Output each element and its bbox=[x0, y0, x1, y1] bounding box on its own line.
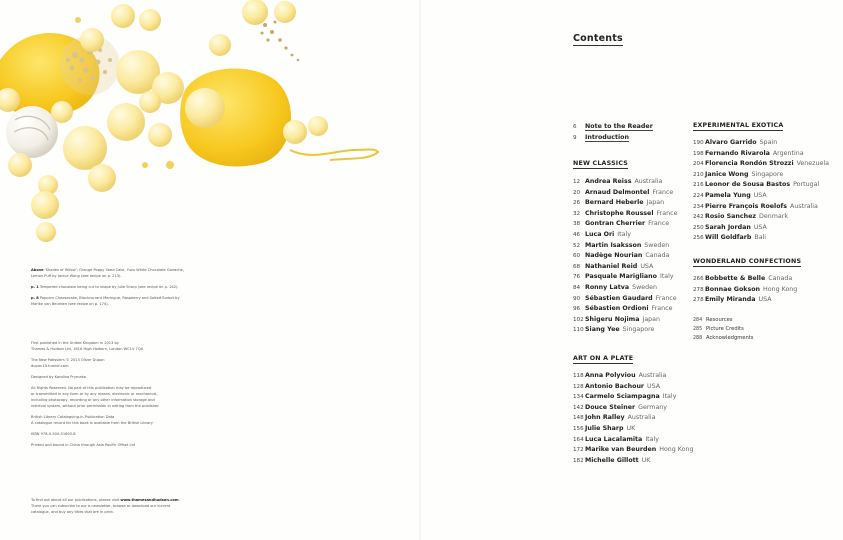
toc-page-number: 128 bbox=[573, 383, 584, 390]
toc-entry-title: Nathaniel Reid bbox=[585, 262, 638, 270]
toc-entry-title: Fernando Rivarola bbox=[705, 149, 770, 157]
toc-entry-country: Hong Kong bbox=[659, 446, 694, 454]
toc-entry-title: Carmelo Sciampagna bbox=[585, 393, 660, 401]
toc-entry-title: Arnaud Delmontel bbox=[585, 188, 650, 196]
toc-page-number: 198 bbox=[693, 150, 704, 157]
toc-entry-title: Janice Wong bbox=[705, 170, 749, 178]
toc-entry-country: Canada bbox=[768, 275, 793, 282]
dessert-photo bbox=[0, 0, 400, 250]
toc-page-number: 224 bbox=[693, 192, 704, 199]
toc-entry[interactable] bbox=[573, 456, 693, 467]
toc-page-number: 60 bbox=[573, 253, 581, 260]
toc-entry[interactable] bbox=[693, 138, 829, 149]
toc-entry-title: Pierre François Roelofs bbox=[705, 202, 788, 210]
toc-entry[interactable] bbox=[573, 413, 693, 424]
toc-entry[interactable] bbox=[693, 316, 754, 325]
toc-entry-title: Luca Ori bbox=[585, 230, 615, 238]
toc-entry-title: Anna Polyviou bbox=[585, 372, 636, 379]
toc-entry-country: UK bbox=[626, 424, 636, 432]
toc-entry[interactable] bbox=[693, 325, 754, 334]
toc-page-number: 76 bbox=[573, 274, 581, 281]
toc-entry-country: Italy bbox=[645, 435, 659, 443]
toc-entry[interactable] bbox=[693, 180, 829, 191]
toc-entry-title: Introduction bbox=[585, 133, 629, 141]
toc-entry[interactable] bbox=[573, 198, 677, 209]
colophon-line: First published in the United Kingdom in 2013 by bbox=[31, 341, 119, 345]
toc-page-number: 38 bbox=[573, 221, 581, 228]
new-classics-list bbox=[573, 177, 677, 336]
section-heading-new-classics: NEW CLASSICS bbox=[573, 160, 629, 167]
toc-page-number: 46 bbox=[573, 231, 581, 238]
toc-entry-country: USA bbox=[647, 382, 661, 390]
toc-entry-title: Pasquale Marigliano bbox=[585, 273, 657, 281]
toc-page-number: 90 bbox=[573, 295, 581, 302]
toc-entry-title: Note to the Reader bbox=[585, 123, 653, 130]
toc-entry-country: Australia bbox=[634, 178, 663, 185]
toc-page-number: 284 bbox=[693, 318, 703, 323]
toc-entry-title: Sarah Jordan bbox=[705, 223, 751, 231]
toc-entry-title: Pamela Yung bbox=[705, 191, 751, 199]
toc-entry[interactable] bbox=[693, 191, 829, 202]
toc-entry[interactable] bbox=[573, 219, 677, 230]
toc-entry-country: Spain bbox=[759, 139, 778, 146]
toc-entry-title: Picture Credits bbox=[706, 326, 744, 332]
toc-entry[interactable] bbox=[573, 188, 677, 199]
toc-entry-country: UK bbox=[641, 456, 651, 464]
toc-entry[interactable] bbox=[573, 283, 677, 294]
toc-page-number: 142 bbox=[573, 404, 584, 411]
toc-entry-title: Rosio Sanchez bbox=[705, 213, 757, 221]
colophon-line: Designed by Karolina Prymaka bbox=[31, 375, 86, 379]
toc-entry-country: Italy bbox=[662, 393, 677, 401]
toc-entry-country: France bbox=[655, 294, 677, 302]
footer-text: There you can subscribe to our e-newsletter, browse or download our current bbox=[31, 504, 171, 508]
toc-entry[interactable] bbox=[573, 382, 693, 393]
toc-entry-country: Venezuela bbox=[796, 160, 829, 168]
toc-entry-country: Italy bbox=[617, 230, 631, 238]
toc-entry[interactable] bbox=[573, 241, 677, 252]
toc-entry-country: Australia bbox=[638, 372, 667, 379]
toc-entry-title: Bobbette & Belle bbox=[705, 275, 766, 282]
toc-entry-title: Julie Sharp bbox=[585, 424, 624, 432]
toc-entry-country: Bali bbox=[754, 234, 767, 242]
toc-entry[interactable] bbox=[573, 294, 677, 305]
toc-entry-title: Luca Lacalamita bbox=[585, 435, 643, 443]
toc-entry-title: Siang Yee bbox=[585, 326, 620, 334]
colophon-line: dupon13.tumblr.com bbox=[31, 364, 69, 368]
toc-entry[interactable] bbox=[573, 325, 677, 336]
toc-page-number: 134 bbox=[573, 394, 584, 401]
toc-entry[interactable] bbox=[693, 223, 829, 234]
toc-page-number: 210 bbox=[693, 171, 704, 178]
toc-entry[interactable] bbox=[693, 334, 754, 343]
toc-entry-country: Argentina bbox=[772, 149, 804, 157]
toc-entry[interactable] bbox=[573, 445, 693, 456]
toc-entry-title: Ronny Latva bbox=[585, 283, 630, 291]
toc-page-number: 250 bbox=[693, 224, 704, 231]
toc-page-number: 182 bbox=[573, 457, 584, 464]
toc-page-number: 96 bbox=[573, 306, 581, 313]
toc-entry[interactable] bbox=[693, 274, 797, 285]
toc-entry-title: Shigeru Nojima bbox=[585, 315, 640, 323]
toc-page-number: 52 bbox=[573, 242, 581, 249]
toc-entry-country: France bbox=[648, 220, 670, 228]
toc-page-number: 278 bbox=[693, 297, 704, 304]
toc-entry-title: Bonnae Gokson bbox=[705, 285, 761, 293]
toc-entry-title: Leonor de Sousa Bastos bbox=[705, 181, 791, 189]
toc-page-number: 156 bbox=[573, 425, 584, 432]
toc-entry-country: USA bbox=[758, 296, 772, 304]
toc-entry[interactable] bbox=[693, 233, 829, 244]
toc-page-number: 6 bbox=[573, 124, 577, 130]
toc-entry-country: Canada bbox=[645, 252, 670, 260]
caption-text: Tempered chocolate being cut to shape by Julie Sharp (see recipe on p. 162). bbox=[39, 285, 179, 289]
toc-entry[interactable] bbox=[573, 251, 677, 262]
toc-entry-country: Denmark bbox=[759, 213, 788, 221]
toc-entry-title: Nadège Nourian bbox=[585, 252, 643, 260]
caption-text: 'Shades of Yellow': Orange Poppy Seed Cake, Yuzu White Chocolate Ganache, Lemon Puff by Janice Wong (see recipe on p. 213). bbox=[31, 268, 184, 278]
footer-text: catalogue, and buy any titles that are in print. bbox=[31, 510, 114, 514]
back-matter-list bbox=[693, 316, 754, 343]
section-heading-experimental-exotica: EXPERIMENTAL EXOTICA bbox=[693, 122, 784, 129]
colophon-line: including photocopy, recording or any other information storage and bbox=[31, 398, 155, 402]
colophon bbox=[31, 340, 231, 448]
toc-page-number: 242 bbox=[693, 214, 704, 221]
colophon-line: A catalogue record for this book is available from the British Library bbox=[31, 421, 153, 425]
toc-entry[interactable] bbox=[693, 149, 829, 160]
toc-page-number: 256 bbox=[693, 235, 704, 242]
caption-label: p. 1 bbox=[31, 285, 39, 289]
toc-entry[interactable] bbox=[573, 262, 677, 273]
toc-entry-title: Acknowledgments bbox=[706, 335, 754, 341]
toc-entry-title: Alvaro Garrido bbox=[705, 139, 757, 146]
left-page bbox=[0, 0, 421, 540]
toc-page-number: 20 bbox=[573, 189, 581, 196]
toc-entry[interactable] bbox=[573, 424, 693, 435]
toc-entry-country: France bbox=[651, 305, 673, 313]
contents-title: Contents bbox=[573, 33, 623, 44]
toc-entry-country: USA bbox=[753, 191, 767, 199]
toc-entry-country: Sweden bbox=[632, 283, 657, 291]
colophon-line: The New Patissiers © 2013 Oliver Dupon bbox=[31, 358, 105, 362]
toc-entry-title: Resources bbox=[706, 317, 733, 323]
toc-page-number: 68 bbox=[573, 263, 581, 270]
toc-page-number: 172 bbox=[573, 447, 584, 454]
publisher-footer bbox=[31, 497, 251, 515]
colophon-line: All Rights Reserved. No part of this publication may be reproduced bbox=[31, 386, 152, 390]
toc-entry-country: Germany bbox=[638, 403, 668, 411]
toc-entry-title: Will Goldfarb bbox=[705, 234, 752, 242]
toc-entry-country: Singapore bbox=[622, 326, 655, 334]
toc-entry[interactable] bbox=[573, 435, 693, 446]
colophon-line: British Library Cataloguing-in-Publication Data bbox=[31, 415, 115, 419]
colophon-line: Printed and bound in China through Asia Pacific Offset Ltd bbox=[31, 443, 136, 447]
toc-entry-title: Marike van Beurden bbox=[585, 446, 657, 454]
caption-label: p. 8 bbox=[31, 296, 39, 300]
toc-entry[interactable] bbox=[573, 133, 653, 144]
toc-page-number: 148 bbox=[573, 415, 584, 422]
toc-entry[interactable] bbox=[573, 392, 693, 403]
colophon-line: ISBN 978-0-500-51693-8 bbox=[31, 432, 76, 436]
toc-page-number: 164 bbox=[573, 436, 584, 443]
toc-entry-title: Michelle Gillott bbox=[585, 456, 639, 464]
toc-entry[interactable] bbox=[693, 285, 797, 296]
toc-entry-title: Sébastien Gaudard bbox=[585, 294, 653, 302]
art-on-a-plate-list bbox=[573, 371, 693, 466]
toc-entry[interactable] bbox=[573, 315, 677, 326]
toc-page-number: 285 bbox=[693, 327, 703, 332]
toc-entry-title: Gontran Cherrier bbox=[585, 220, 646, 228]
publisher-website-link[interactable]: www.thamesandhudson.com bbox=[120, 498, 179, 502]
toc-page-number: 110 bbox=[573, 327, 584, 334]
toc-entry[interactable] bbox=[693, 159, 829, 170]
toc-entry-country: USA bbox=[640, 262, 654, 270]
caption-label: Above bbox=[31, 268, 44, 272]
toc-entry-title: Sébastien Ordioni bbox=[585, 305, 649, 313]
photo-captions bbox=[31, 267, 191, 307]
toc-page-number: 12 bbox=[573, 179, 581, 185]
toc-entry[interactable] bbox=[693, 295, 797, 306]
toc-entry-country: Japan bbox=[646, 199, 665, 207]
toc-page-number: 288 bbox=[693, 336, 703, 341]
toc-entry[interactable] bbox=[573, 371, 693, 382]
footer-text: To find out about all our publications, please visit bbox=[31, 498, 121, 502]
caption-text: Popcorn Cheesecake, Blackcurrant Meringue, Raspberry and Salted Sorbet by Marike van Beurden (see recipe on p. 174). bbox=[31, 296, 180, 306]
colophon-line: retrieval system, without prior permission in writing from the publisher. bbox=[31, 404, 160, 408]
toc-entry-country: USA bbox=[753, 223, 767, 231]
toc-entry-country: Sweden bbox=[644, 241, 670, 249]
toc-entry-title: Florencia Rondón Strozzi bbox=[705, 160, 794, 168]
toc-page-number: 32 bbox=[573, 210, 581, 217]
toc-entry-country: Italy bbox=[659, 273, 674, 281]
wonderland-confections-list bbox=[693, 274, 797, 306]
toc-entry-title: Andrea Reiss bbox=[585, 178, 632, 185]
toc-page-number: 102 bbox=[573, 316, 584, 323]
toc-entry-country: France bbox=[656, 209, 678, 217]
toc-entry-title: John Ralley bbox=[585, 414, 625, 422]
toc-entry[interactable] bbox=[573, 272, 677, 283]
toc-entry-title: Emily Miranda bbox=[705, 296, 756, 304]
section-heading-art-on-a-plate: ART ON A PLATE bbox=[573, 355, 634, 362]
toc-entry[interactable] bbox=[573, 122, 653, 133]
footer-text: . bbox=[178, 498, 180, 502]
toc-entry-title: Antonio Bachour bbox=[585, 382, 645, 390]
toc-entry[interactable] bbox=[573, 304, 677, 315]
toc-page-number: 118 bbox=[573, 373, 584, 379]
toc-entry[interactable] bbox=[693, 202, 829, 213]
toc-entry[interactable] bbox=[573, 230, 677, 241]
toc-page-number: 278 bbox=[693, 286, 704, 293]
toc-entry[interactable] bbox=[693, 170, 829, 181]
toc-entry-country: Australia bbox=[627, 414, 656, 422]
colophon-line: Thames & Hudson Ltd, 181A High Holborn, London WC1V 7QX bbox=[31, 347, 144, 351]
toc-page-number: 190 bbox=[693, 140, 704, 146]
colophon-line: or transmitted in any form or by any means, electronic or mechanical, bbox=[31, 392, 158, 396]
toc-entry[interactable] bbox=[573, 403, 693, 414]
toc-entry-country: Japan bbox=[642, 315, 661, 323]
toc-page-number: 9 bbox=[573, 134, 577, 141]
toc-page-number: 84 bbox=[573, 284, 581, 291]
toc-entry-title: Bernard Heberle bbox=[585, 199, 644, 207]
toc-entry-title: Martin Isaksson bbox=[585, 241, 642, 249]
toc-entry-title: Christophe Roussel bbox=[585, 209, 654, 217]
toc-entry[interactable] bbox=[693, 212, 829, 223]
toc-page-number: 234 bbox=[693, 203, 704, 210]
toc-entry-country: Australia bbox=[790, 202, 818, 210]
toc-page-number: 266 bbox=[693, 276, 704, 282]
toc-page-number: 204 bbox=[693, 161, 704, 168]
section-heading-wonderland-confections: WONDERLAND CONFECTIONS bbox=[693, 258, 802, 265]
experimental-exotica-list bbox=[693, 138, 829, 244]
toc-page-number: 26 bbox=[573, 200, 581, 207]
toc-entry-title: Douce Steiner bbox=[585, 403, 636, 411]
toc-page-number: 216 bbox=[693, 182, 704, 189]
toc-entry-country: France bbox=[652, 188, 674, 196]
toc-entry-country: Portugal bbox=[793, 181, 820, 189]
toc-entry[interactable] bbox=[573, 177, 677, 188]
toc-entry[interactable] bbox=[573, 209, 677, 220]
toc-entry-country: Hong Kong bbox=[763, 285, 798, 293]
front-matter-list bbox=[573, 122, 653, 143]
toc-entry-country: Singapore bbox=[751, 170, 784, 178]
